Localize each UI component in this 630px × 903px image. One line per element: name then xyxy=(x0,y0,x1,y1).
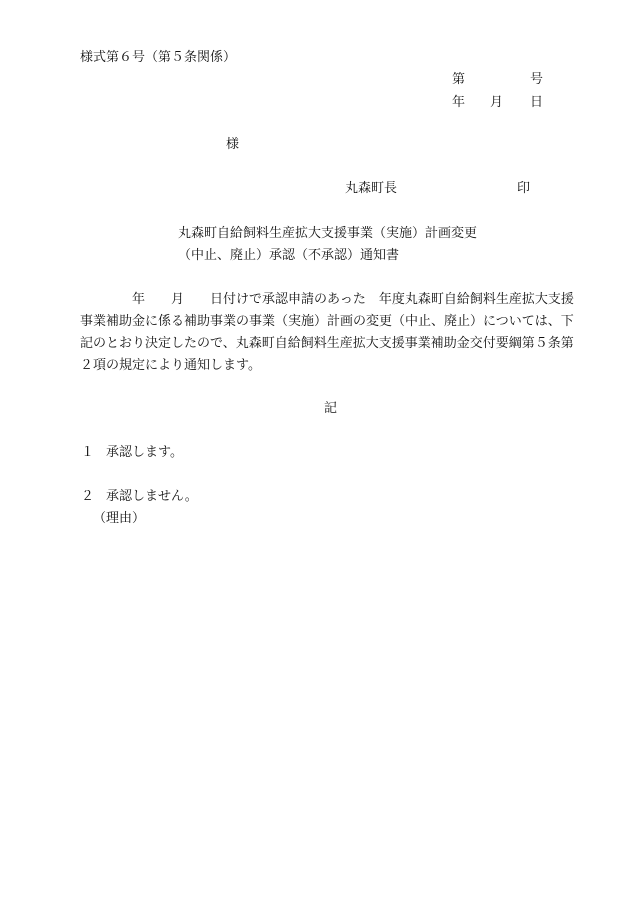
title-line-2: （中止、廃止）承認（不承認）通知書 xyxy=(178,248,400,263)
item-1-text: 承認します。 xyxy=(106,445,183,460)
body-date-month: 月 xyxy=(171,292,185,307)
item-2-text: 承認しません。 xyxy=(106,489,198,504)
form-number: 様式第６号（第５条関係） xyxy=(80,50,237,65)
title-line-1: 丸森町自給飼料生産拡大支援事業（実施）計画変更 xyxy=(178,226,478,241)
body-line-3: 記のとおり決定したので、丸森町自給飼料生産拡大支援事業補助金交付要綱第５条第 xyxy=(80,336,574,351)
ki-heading: 記 xyxy=(324,401,338,416)
reason-label: （理由） xyxy=(93,511,146,526)
date-year: 年 xyxy=(452,95,466,110)
recipient-suffix: 様 xyxy=(226,137,240,152)
item-1-number: １ xyxy=(81,445,95,460)
date-day: 日 xyxy=(530,95,544,110)
body-date-year: 年 xyxy=(132,292,146,307)
issuer-name: 丸森町長 xyxy=(345,181,398,196)
date-month: 月 xyxy=(490,95,504,110)
seal-mark: 印 xyxy=(517,181,531,196)
doc-number-suffix: 号 xyxy=(530,72,544,87)
doc-number-prefix: 第 xyxy=(452,72,466,87)
body-line-1: 日付けで承認申請のあった 年度丸森町自給飼料生産拡大支援 xyxy=(210,292,574,307)
item-2-number: ２ xyxy=(81,489,95,504)
body-line-4: ２項の規定により通知します。 xyxy=(80,358,261,373)
body-line-2: 事業補助金に係る補助事業の事業（実施）計画の変更（中止、廃止）については、下 xyxy=(80,314,574,329)
